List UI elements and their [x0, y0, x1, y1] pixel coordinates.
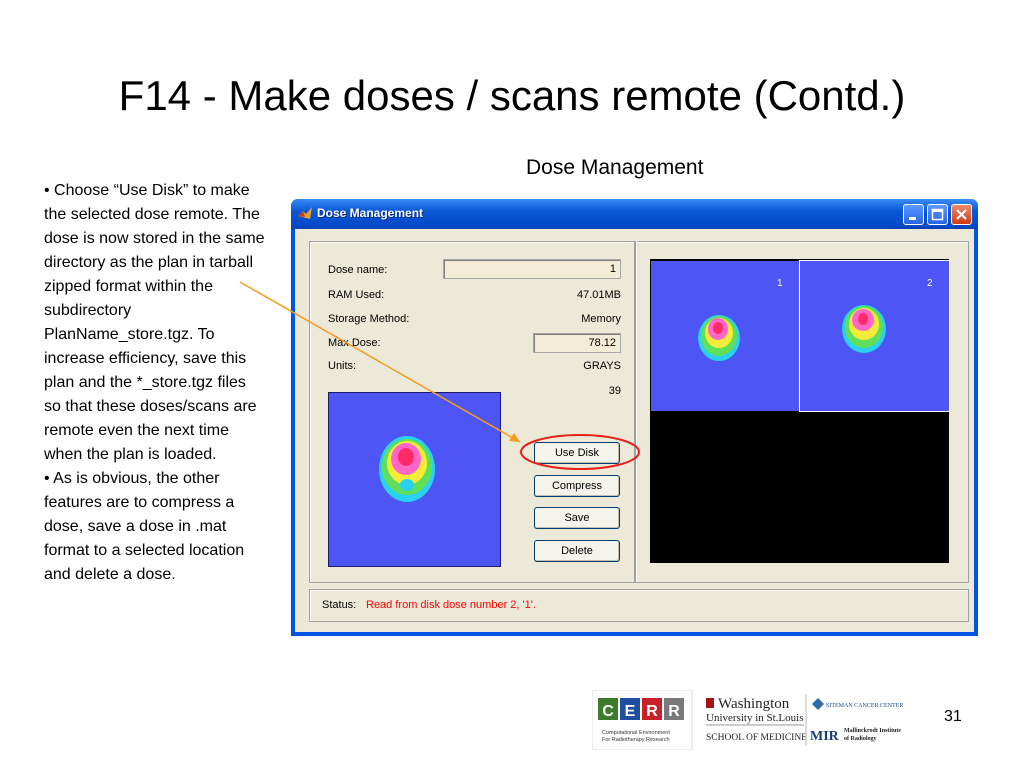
slide-title: F14 - Make doses / scans remote (Contd.) — [118, 72, 906, 119]
highlight-circle — [521, 435, 639, 469]
ram-used-label: RAM Used: — [328, 289, 385, 301]
cerr-letter: R — [646, 703, 658, 720]
max-dose-field[interactable]: 78.12 — [533, 333, 621, 353]
washu-school: SCHOOL OF MEDICINE — [706, 733, 807, 743]
dose-name-field[interactable]: 1 — [443, 259, 621, 279]
mir-caption: Mallinckrodt Institute — [844, 728, 902, 734]
save-button[interactable]: Save — [534, 507, 620, 529]
bullet-item: • Choose “Use Disk” to make the selected dose remote. The dose is now stored in the same directory as the plan in tarball zipped format within the subdirectory PlanName_store.tgz. To increase efficiency, save this plan and the *_store.tgz files so that these doses/scans are remote even the next time when the plan is loaded. — [44, 182, 265, 463]
compress-button[interactable]: Compress — [534, 475, 620, 497]
annotation-arrow — [240, 282, 520, 442]
use-disk-button[interactable]: Use Disk — [534, 442, 620, 464]
mir-caption: of Radiology — [844, 736, 877, 742]
cerr-letter: C — [602, 703, 614, 720]
thumbnail-label: 2 — [927, 278, 933, 289]
max-dose-label: Max Dose: — [328, 337, 381, 349]
bullet-item: • As is obvious, the other features are to compress a dose, save a dose in .mat format to a selected location and delete a dose. — [44, 470, 245, 583]
institution-logos — [592, 690, 914, 750]
cerr-caption: Computational Environment — [602, 730, 670, 736]
cerr-caption: For Radiotherapy Research — [602, 737, 670, 743]
cerr-letter: E — [624, 703, 636, 720]
units-value: GRAYS — [583, 360, 621, 372]
siteman-name: SITEMAN CANCER CENTER — [826, 703, 904, 709]
status-message: Read from disk dose number 2, '1'. — [366, 599, 536, 611]
mir-mark: MIR — [810, 729, 839, 744]
footer-logos — [592, 690, 914, 750]
ram-used-value: 47.01MB — [576, 289, 621, 301]
delete-button[interactable]: Delete — [534, 540, 620, 562]
figure-caption: Dose Management — [526, 156, 704, 179]
storage-method-label: Storage Method: — [328, 313, 410, 325]
page-number: 31 — [944, 708, 962, 725]
washu-name: Washington — [718, 696, 790, 712]
dose-name-label: Dose name: — [328, 264, 388, 276]
window-title: Dose Management — [317, 206, 424, 220]
washu-name: University in St.Louis — [706, 712, 804, 724]
storage-method-value: Memory — [581, 313, 621, 325]
units-label: Units: — [328, 360, 357, 372]
thumbnail-label: 1 — [777, 278, 783, 289]
extra-value: 39 — [608, 385, 621, 397]
status-label: Status: — [322, 599, 357, 611]
cerr-letter: R — [668, 703, 680, 720]
